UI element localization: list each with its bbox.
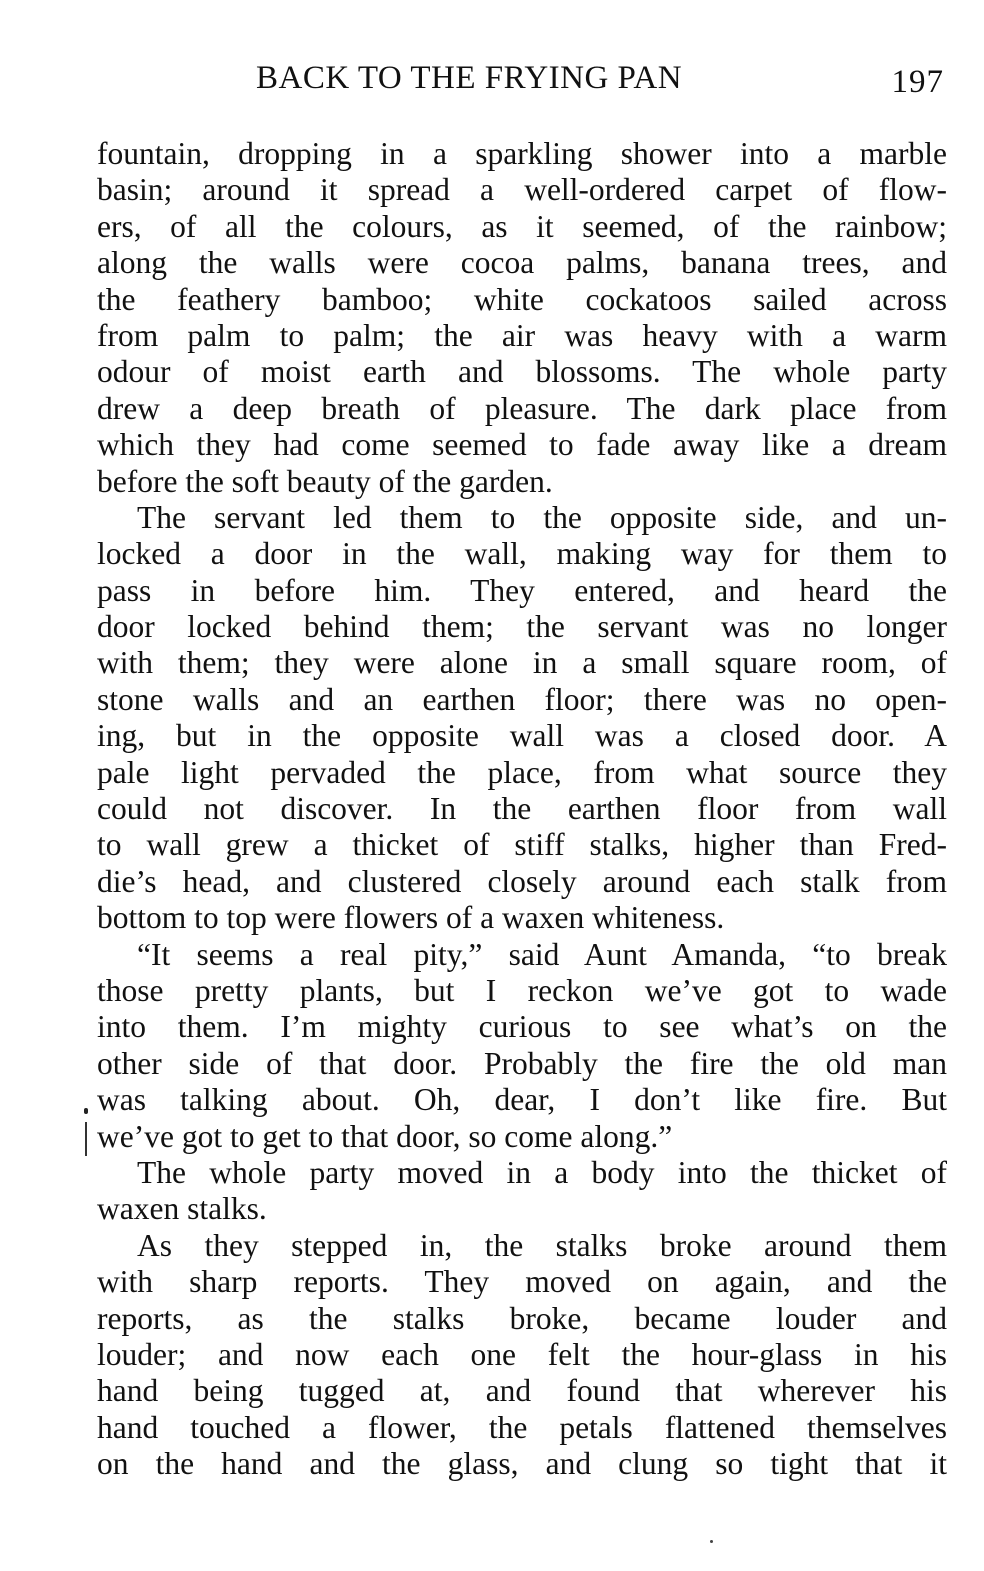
text-line: to wall grew a thicket of stiff stalks, higher than Fred-: [97, 827, 947, 863]
paragraph-end-line: waxen stalks.: [97, 1191, 267, 1227]
text-line: basin; around it spread a well-ordered carpet of flow-: [97, 172, 947, 208]
text-line: the feathery bamboo; white cockatoos sailed across: [97, 281, 947, 317]
text-line: fountain, dropping in a sparkling shower into a marble: [97, 136, 947, 171]
page-number: 197: [891, 64, 944, 100]
running-head: [0, 56, 984, 100]
margin-dot: [84, 1108, 88, 1114]
text-line: along the walls were cocoa palms, banana trees, and: [97, 245, 947, 281]
text-line: with them; they were alone in a small square room, of: [97, 645, 947, 681]
text-line: louder; and now each one felt the hour-glass in his: [97, 1336, 947, 1372]
text-line: pass in before him. They entered, and heard the: [97, 572, 947, 608]
text-line: those pretty plants, but I reckon we’ve got to wade: [97, 972, 947, 1008]
text-line: pale light pervaded the place, from what source they: [97, 754, 947, 790]
text-line: door locked behind them; the servant was no longer: [97, 609, 947, 645]
text-line: from palm to palm; the air was heavy with a warm: [97, 317, 947, 353]
text-line: drew a deep breath of pleasure. The dark place from: [97, 390, 947, 426]
text-line: was talking about. Oh, dear, I don’t like fire. But: [97, 1082, 947, 1118]
text-line: stone walls and an earthen floor; there was no open-: [97, 681, 947, 717]
running-title: BACK TO THE FRYING PAN: [256, 60, 683, 96]
text-line: hand being tugged at, and found that wherever his: [97, 1373, 947, 1409]
print-speck: [710, 1540, 713, 1543]
text-line: other side of that door. Probably the fire the old man: [97, 1045, 947, 1081]
margin-bar: [85, 1122, 87, 1156]
text-line: locked a door in the wall, making way for them to: [97, 536, 947, 572]
paragraph-end-line: bottom to top were flowers of a waxen whiteness.: [97, 900, 725, 936]
paragraph-start-line: “It seems a real pity,” said Aunt Amanda, “to break: [137, 936, 947, 972]
text-line: ing, but in the opposite wall was a closed door. A: [97, 718, 947, 754]
text-line: into them. I’m mighty curious to see what’s on the: [97, 1009, 947, 1045]
paragraph-start-line: The whole party moved in a body into the thicket of: [137, 1154, 947, 1190]
text-line: which they had come seemed to fade away like a dream: [97, 427, 947, 463]
text-line: ers, of all the colours, as it seemed, of the rainbow;: [97, 208, 947, 244]
paragraph-end-line: before the soft beauty of the garden.: [97, 463, 553, 499]
text-line: odour of moist earth and blossoms. The whole party: [97, 354, 947, 390]
paragraph-end-line: we’ve got to get to that door, so come along.”: [97, 1118, 673, 1154]
body-text: [97, 136, 947, 1482]
text-line: die’s head, and clustered closely around each stalk from: [97, 863, 947, 899]
margin-mark: [84, 1108, 87, 1156]
paragraph-start-line: The servant led them to the opposite side, and un-: [137, 499, 947, 535]
text-line: could not discover. In the earthen floor from wall: [97, 791, 947, 827]
text-line: reports, as the stalks broke, became louder and: [97, 1300, 947, 1336]
text-line: hand touched a flower, the petals flattened themselves: [97, 1409, 947, 1445]
text-line: with sharp reports. They moved on again, and the: [97, 1264, 947, 1300]
text-line: on the hand and the glass, and clung so tight that it: [97, 1446, 947, 1482]
paragraph-start-line: As they stepped in, the stalks broke around them: [137, 1227, 947, 1263]
